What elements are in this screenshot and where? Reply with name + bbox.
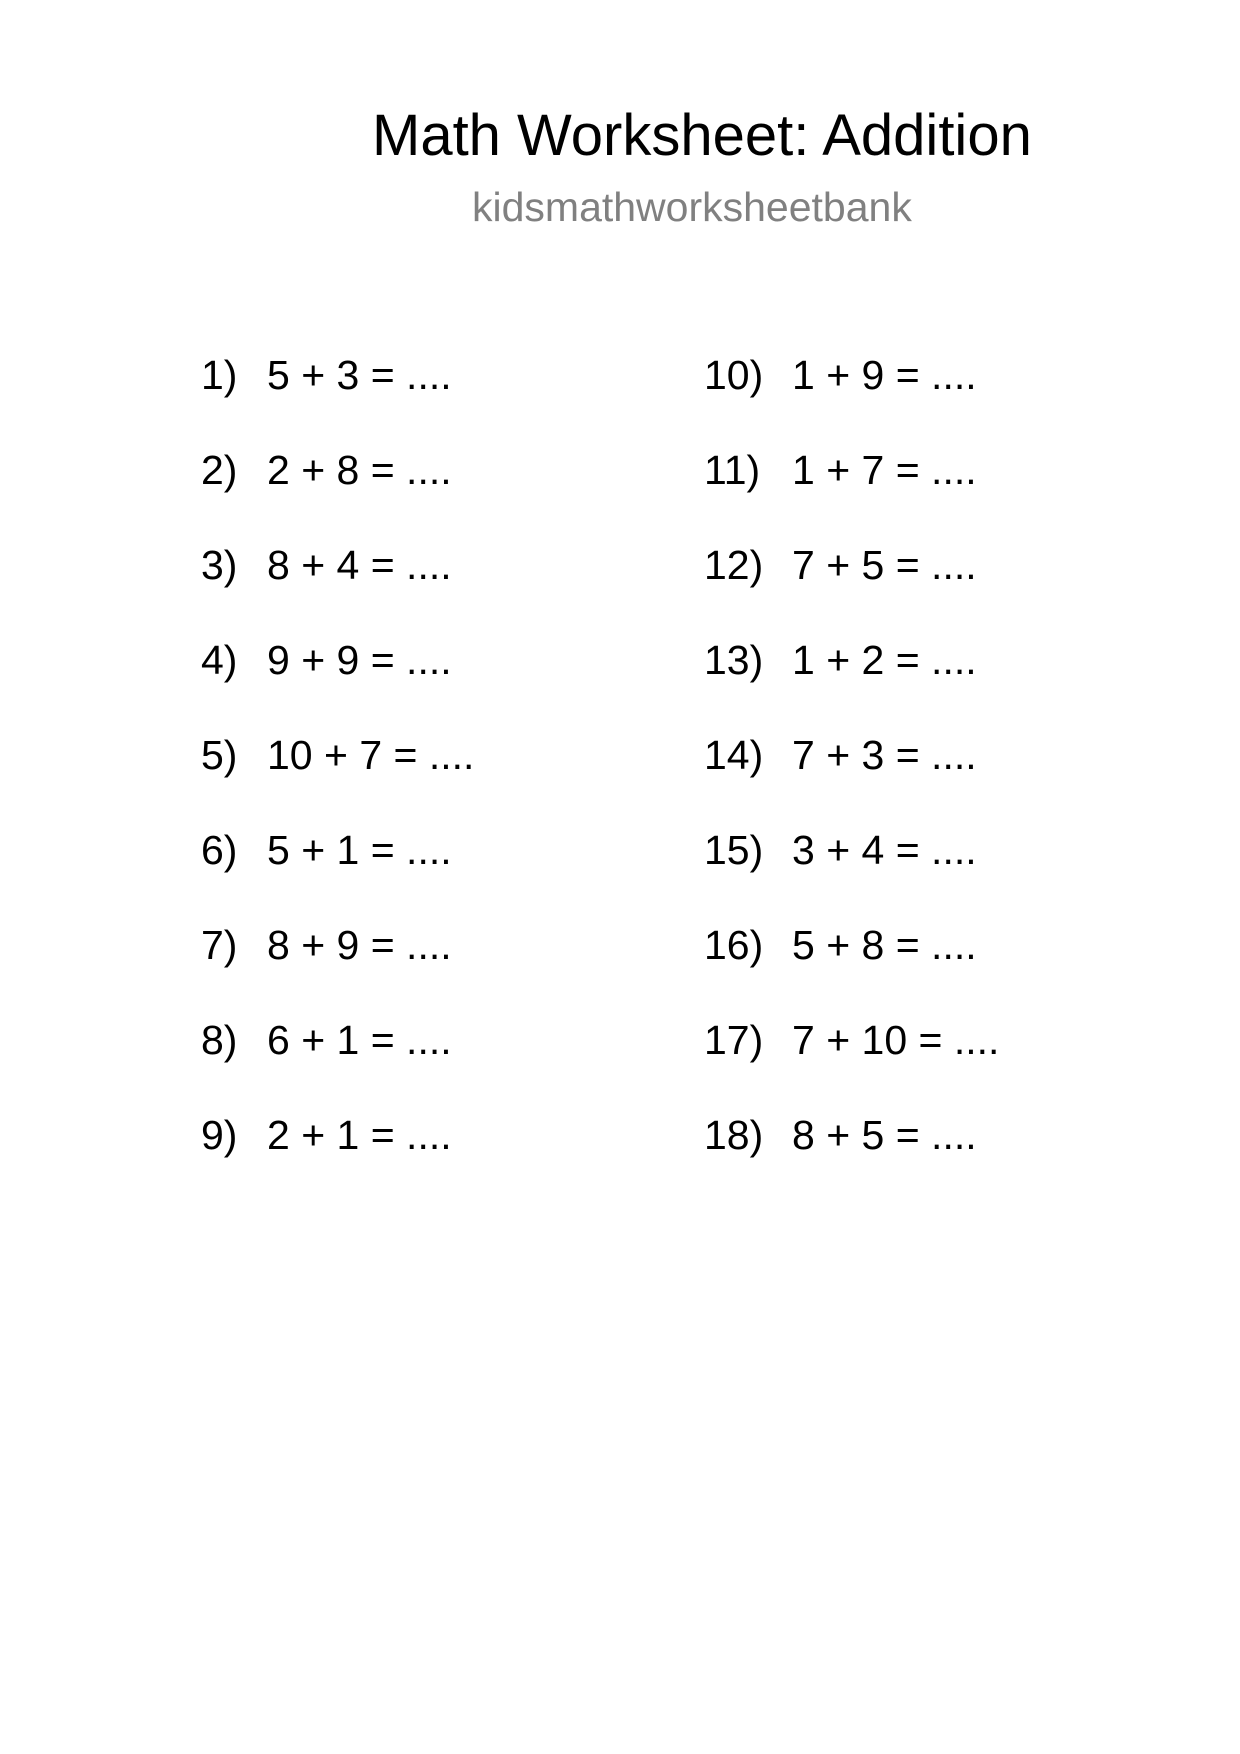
problem-number: 7) xyxy=(201,922,238,968)
problem-number: 15) xyxy=(704,827,764,873)
problem-number: 18) xyxy=(704,1112,764,1158)
problem-expression: 8 + 4 = .... xyxy=(267,542,452,588)
problem-item xyxy=(704,437,999,532)
problem-item xyxy=(201,532,474,627)
problem-number: 5) xyxy=(201,732,238,778)
problem-item xyxy=(704,1102,999,1197)
problem-number: 6) xyxy=(201,827,238,873)
problem-expression: 1 + 2 = .... xyxy=(792,637,977,683)
problem-number: 8) xyxy=(201,1017,238,1063)
problem-expression: 3 + 4 = .... xyxy=(792,827,977,873)
problem-expression: 5 + 8 = .... xyxy=(792,922,977,968)
problem-expression: 5 + 3 = .... xyxy=(267,352,452,398)
problem-item xyxy=(201,627,474,722)
problem-expression: 2 + 1 = .... xyxy=(267,1112,452,1158)
problem-number: 2) xyxy=(201,447,238,493)
problem-number: 1) xyxy=(201,352,238,398)
problem-expression: 8 + 5 = .... xyxy=(792,1112,977,1158)
problem-item xyxy=(704,1007,999,1102)
problem-item xyxy=(201,1102,474,1197)
problem-expression: 1 + 9 = .... xyxy=(792,352,977,398)
page-title: Math Worksheet: Addition xyxy=(372,103,1032,168)
problem-number: 11) xyxy=(704,447,761,493)
problem-item xyxy=(201,1007,474,1102)
problem-expression: 8 + 9 = .... xyxy=(267,922,452,968)
problem-column-left xyxy=(201,342,474,1197)
problem-number: 13) xyxy=(704,637,764,683)
problem-expression: 6 + 1 = .... xyxy=(267,1017,452,1063)
page-subtitle: kidsmathworksheetbank xyxy=(472,184,912,230)
problem-number: 17) xyxy=(704,1017,764,1063)
problem-item xyxy=(704,912,999,1007)
problem-number: 9) xyxy=(201,1112,238,1158)
problem-item xyxy=(704,627,999,722)
problem-item xyxy=(704,817,999,912)
problem-number: 10) xyxy=(704,352,764,398)
problem-expression: 10 + 7 = .... xyxy=(267,732,475,778)
problem-expression: 5 + 1 = .... xyxy=(267,827,452,873)
problem-expression: 9 + 9 = .... xyxy=(267,637,452,683)
problem-item xyxy=(201,722,474,817)
problem-number: 16) xyxy=(704,922,764,968)
problem-column-right xyxy=(704,342,999,1197)
problem-expression: 7 + 10 = .... xyxy=(792,1017,1000,1063)
problem-number: 4) xyxy=(201,637,238,683)
problem-item xyxy=(201,817,474,912)
problem-expression: 2 + 8 = .... xyxy=(267,447,452,493)
problem-item xyxy=(201,342,474,437)
problem-item xyxy=(704,532,999,627)
problem-item xyxy=(201,437,474,532)
problem-number: 3) xyxy=(201,542,238,588)
problem-expression: 7 + 5 = .... xyxy=(792,542,977,588)
problem-item xyxy=(704,342,999,437)
problem-item xyxy=(201,912,474,1007)
problem-number: 14) xyxy=(704,732,764,778)
problem-expression: 7 + 3 = .... xyxy=(792,732,977,778)
problem-number: 12) xyxy=(704,542,764,588)
problem-item xyxy=(704,722,999,817)
problem-expression: 1 + 7 = .... xyxy=(792,447,977,493)
